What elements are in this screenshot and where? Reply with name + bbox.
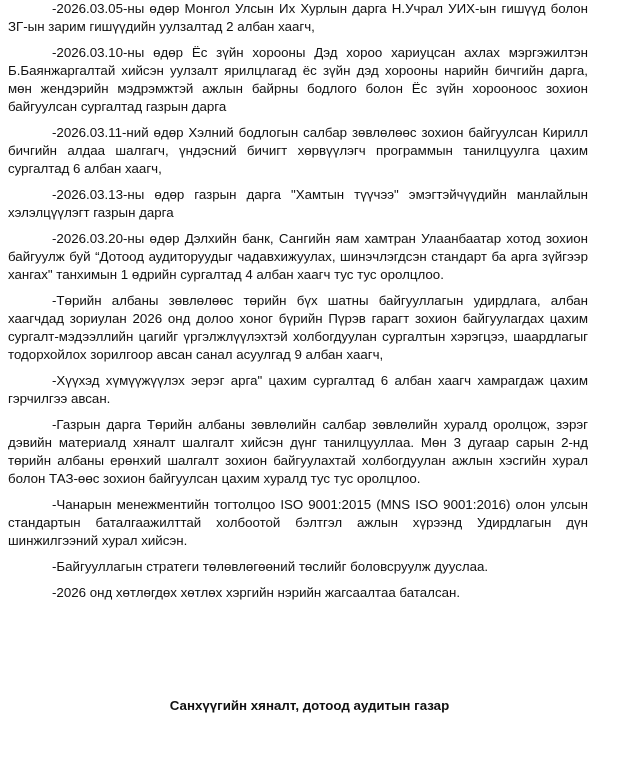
paragraph-civil-service-survey: -Төрийн албаны зөвлөлөөс төрийн бүх шатны байгууллагын удирдлага, албан хаагчдад зориулан 2026 онд долоо хоног бүрийн Пүрэв гарагт зохион байгуулагдах цахим сургалт-мэдээллийн цагийг үргэлжлүүлэхтэй холбогдуулан сургалтын хэрэгцээ, шаардлагыг тодорхойлох зорилгоор авсан санал асуулгад 9 албан хаагч,: [8, 293, 588, 362]
paragraph-records-list: -2026 онд хөтлөгдөх хөтлөх хэргийн нэрийн жагсаалтаа баталсан.: [52, 585, 461, 600]
paragraph-strategy-plan: -Байгууллагын стратеги төлөвлөгөөний төслийг боловсруулж дууслаа.: [52, 559, 489, 574]
paragraph-iso-review: -Чанарын менежментийн тогтолцоо ISO 9001:2015 (MNS ISO 9001:2016) олон улсын стандартын баталгаажилттай холбоотой бэлтгэл ажлын хүрээнд Удирдлагын дүн шинжилгээний хурал хийсэн.: [8, 497, 588, 548]
paragraph-ethics-0310: -2026.03.10-ны өдөр Ёс зүйн хорооны Дэд хороо хариуцсан ахлах мэргэжилтэн Б.Баянжаргалтай хийсэн уулзалт ярилцлагад ёс зүйн дэд хорооны нарийн бичгийн дарга, мөн жендэрийн мэдрэмжтэй ажлын байрны бодлого болон Ёс зүйн хорооноос зохион байгуулсан сургалтад газрын дарга: [8, 45, 588, 114]
paragraph-parenting-training: -Хүүхэд хүмүүжүүлэх эерэг арга" цахим сургалтад 6 албан хаагч хамрагдаж цахим гэрчилгээ авсан.: [8, 373, 588, 406]
document-body: [8, 0, 588, 610]
paragraph-council-meeting: -Газрын дарга Төрийн албаны зөвлөлийн салбар зөвлөлийн хуралд оролцож, зэрэг дэвийн материалд хяналт шалгалт хийсэн дүнг танилцууллаа. Мөн 3 дугаар сарын 2-нд төрийн албаны ерөнхий шалгалт зохион байгуулахтай холбогдуулан ажлын хэсгийн хурал болон ТАЗ-өөс зохион байгуулсан цахим хуралд тус тус оролцлоо.: [8, 417, 588, 486]
paragraph-worldbank-0320: -2026.03.20-ны өдөр Дэлхийн банк, Сангийн яам хамтран Улаанбаатар хотод зохион байгуулж буй “Дотоод аудиторуудыг чадавхижуулах, шинэчлэгдсэн стандарт ба арга зүйгээр хангах" танхимын 1 өдрийн сургалтад 4 албан хаагч тус тус оролцлоо.: [8, 231, 588, 282]
paragraph-leadership-0313: -2026.03.13-ны өдөр газрын дарга "Хамтын түүчээ" эмэгтэйчүүдийн манлайлын хэлэлцүүлэгт газрын дарга: [8, 187, 588, 220]
paragraph-meeting-0305: -2026.03.05-ны өдөр Монгол Улсын Их Хурлын дарга Н.Учрал УИХ-ын гишүүд болон ЗГ-ын зарим гишүүдийн уулзалтад 2 албан хаагч,: [8, 1, 588, 34]
paragraph-language-0311: -2026.03.11-ний өдөр Хэлний бодлогын салбар зөвлөлөөс зохион байгуулсан Кирилл бичгийн алдаа шалгагч, үндэсний бичигт хөрвүүлэгч программын танилцуулга цахим сургалтад 6 албан хаагч,: [8, 125, 588, 176]
department-signature: Санхүүгийн хяналт, дотоод аудитын газар: [169, 698, 450, 713]
